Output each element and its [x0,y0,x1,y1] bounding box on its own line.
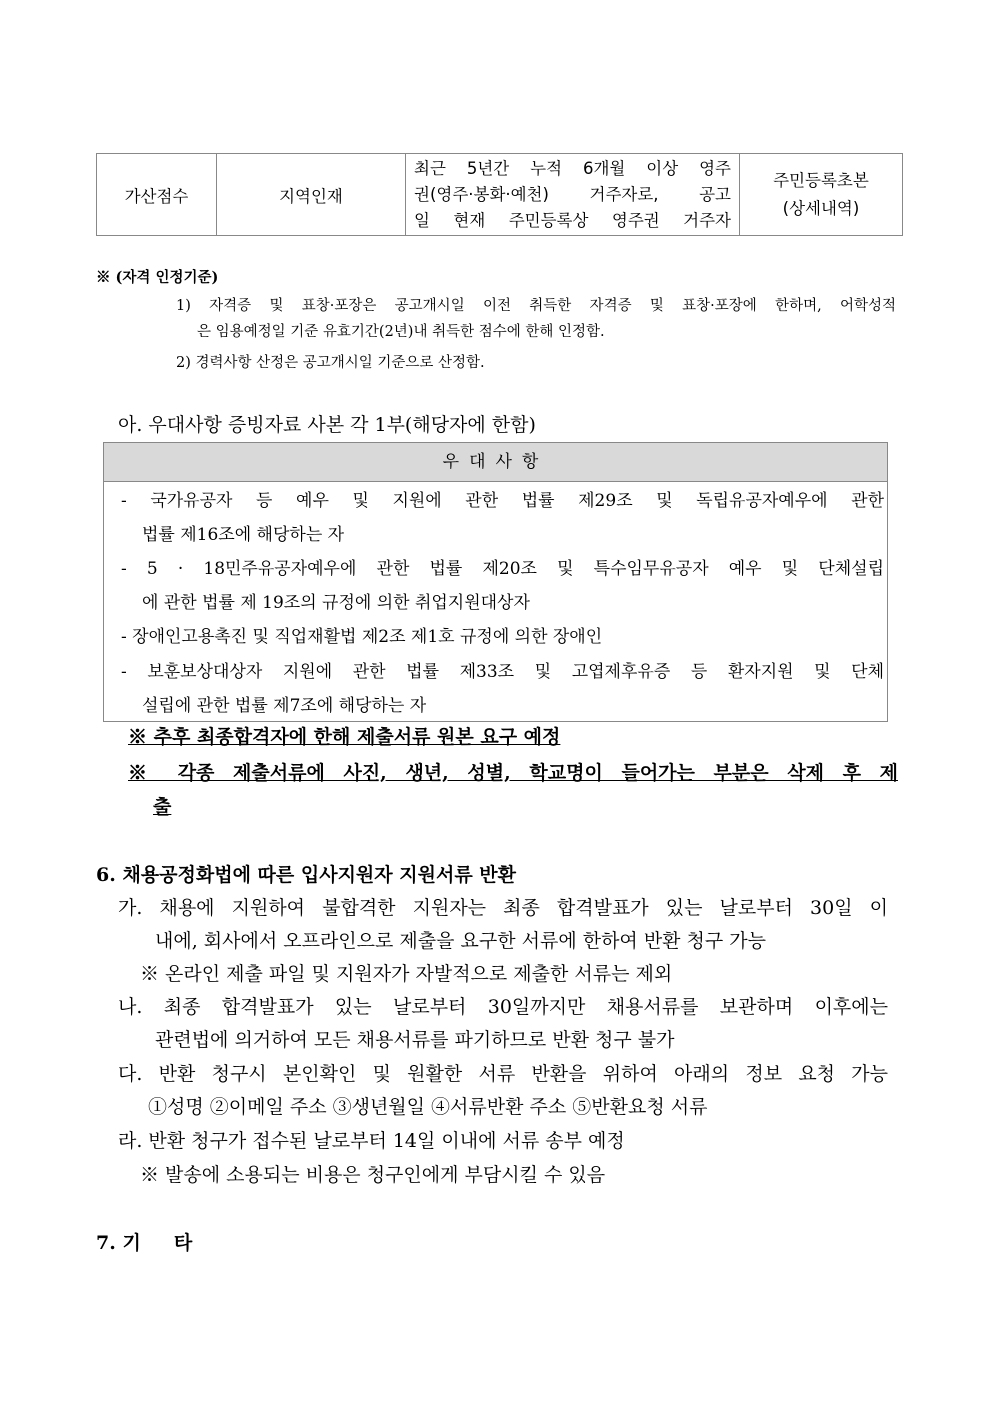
warning-remove-personal-info-cont: 출 [153,796,172,818]
documents-line: 주민등록초본 [773,170,869,190]
category-cell: 가산점수 [97,154,217,236]
section-6-heading: 6. 채용공정화법에 따른 입사지원자 지원서류 반환 [96,864,516,886]
section-6-line: 내에, 회사에서 오프라인으로 제출을 요구한 서류에 한하여 반환 청구 가능 [155,930,767,952]
note-item-1-line-2: 은 임용예정일 기준 유효기간(2년)내 취득한 점수에 한해 인정함. [197,324,605,340]
preference-box [103,442,888,722]
preference-line: - 5 · 18민주유공자예우에 관한 법률 제20조 및 특수임무유공자 예우 및 단체설립 [121,559,884,579]
preference-line: - 보훈보상대상자 지원에 관한 법률 제33조 및 고엽제후유증 등 환자지원 및 단체 [121,662,884,682]
note-item-1-line-1: 1) 자격증 및 표창·포장은 공고개시일 이전 취득한 자격증 및 표창·포장에 한하며, 어학성적 [176,298,896,314]
preference-line: 법률 제16조에 해당하는 자 [142,525,345,545]
section-7-heading: 7. 기 타 [96,1232,193,1254]
note-item-2: 2) 경력사항 산정은 공고개시일 기준으로 산정함. [176,355,485,371]
item-cell: 지역인재 [217,154,406,236]
section-6-line: 가. 채용에 지원하여 불합격한 지원자는 최종 합격발표가 있는 날로부터 30일 이 [118,897,888,919]
qualification-note-heading: ※ (자격 인정기준) [96,269,219,286]
description-line: 최근 5년간 누적 6개월 이상 영주 [414,158,731,178]
section-6-line: 관련법에 의거하여 모든 채용서류를 파기하므로 반환 청구 불가 [155,1029,675,1051]
documents-line: (상세내역) [782,198,860,218]
preference-line: 설립에 관한 법률 제7조에 해당하는 자 [142,696,427,716]
warning-remove-personal-info: ※ 각종 제출서류에 사진, 생년, 성별, 학교명이 들어가는 부분은 삭제 후 제 [128,762,898,784]
warning-original-documents: ※ 추후 최종합격자에 한해 제출서류 원본 요구 예정 [128,726,561,748]
section-6-line: ①성명 ②이메일 주소 ③생년월일 ④서류반환 주소 ⑤반환요청 서류 [148,1096,708,1118]
description-line: 권(영주·봉화·예천) 거주자로, 공고 [414,184,731,204]
preference-line: 에 관한 법률 제 19조의 규정에 의한 취업지원대상자 [142,593,530,613]
section-6-line: 라. 반환 청구가 접수된 날로부터 14일 이내에 서류 송부 예정 [118,1130,625,1152]
preference-box-title: 우대사항 [104,443,887,482]
description-line: 일 현재 주민등록상 영주권 거주자 [414,210,731,230]
documents-cell [740,154,903,236]
preference-line: - 장애인고용촉진 및 직업재활법 제2조 제1호 규정에 의한 장애인 [121,627,603,647]
table-row [97,154,903,236]
bonus-points-table [96,153,903,236]
section-6-line: 다. 반환 청구시 본인확인 및 원활한 서류 반환을 위하여 아래의 정보 요청 가능 [118,1063,888,1085]
description-cell [406,154,740,236]
section-6-line: ※ 온라인 제출 파일 및 지원자가 자발적으로 제출한 서류는 제외 [140,963,673,985]
preference-line: - 국가유공자 등 예우 및 지원에 관한 법률 제29조 및 독립유공자예우에 관한 [121,491,884,511]
preference-heading: 아. 우대사항 증빙자료 사본 각 1부(해당자에 한함) [118,414,536,436]
section-6-line: ※ 발송에 소용되는 비용은 청구인에게 부담시킬 수 있음 [140,1164,606,1186]
section-6-line: 나. 최종 합격발표가 있는 날로부터 30일까지만 채용서류를 보관하며 이후에는 [118,996,888,1018]
